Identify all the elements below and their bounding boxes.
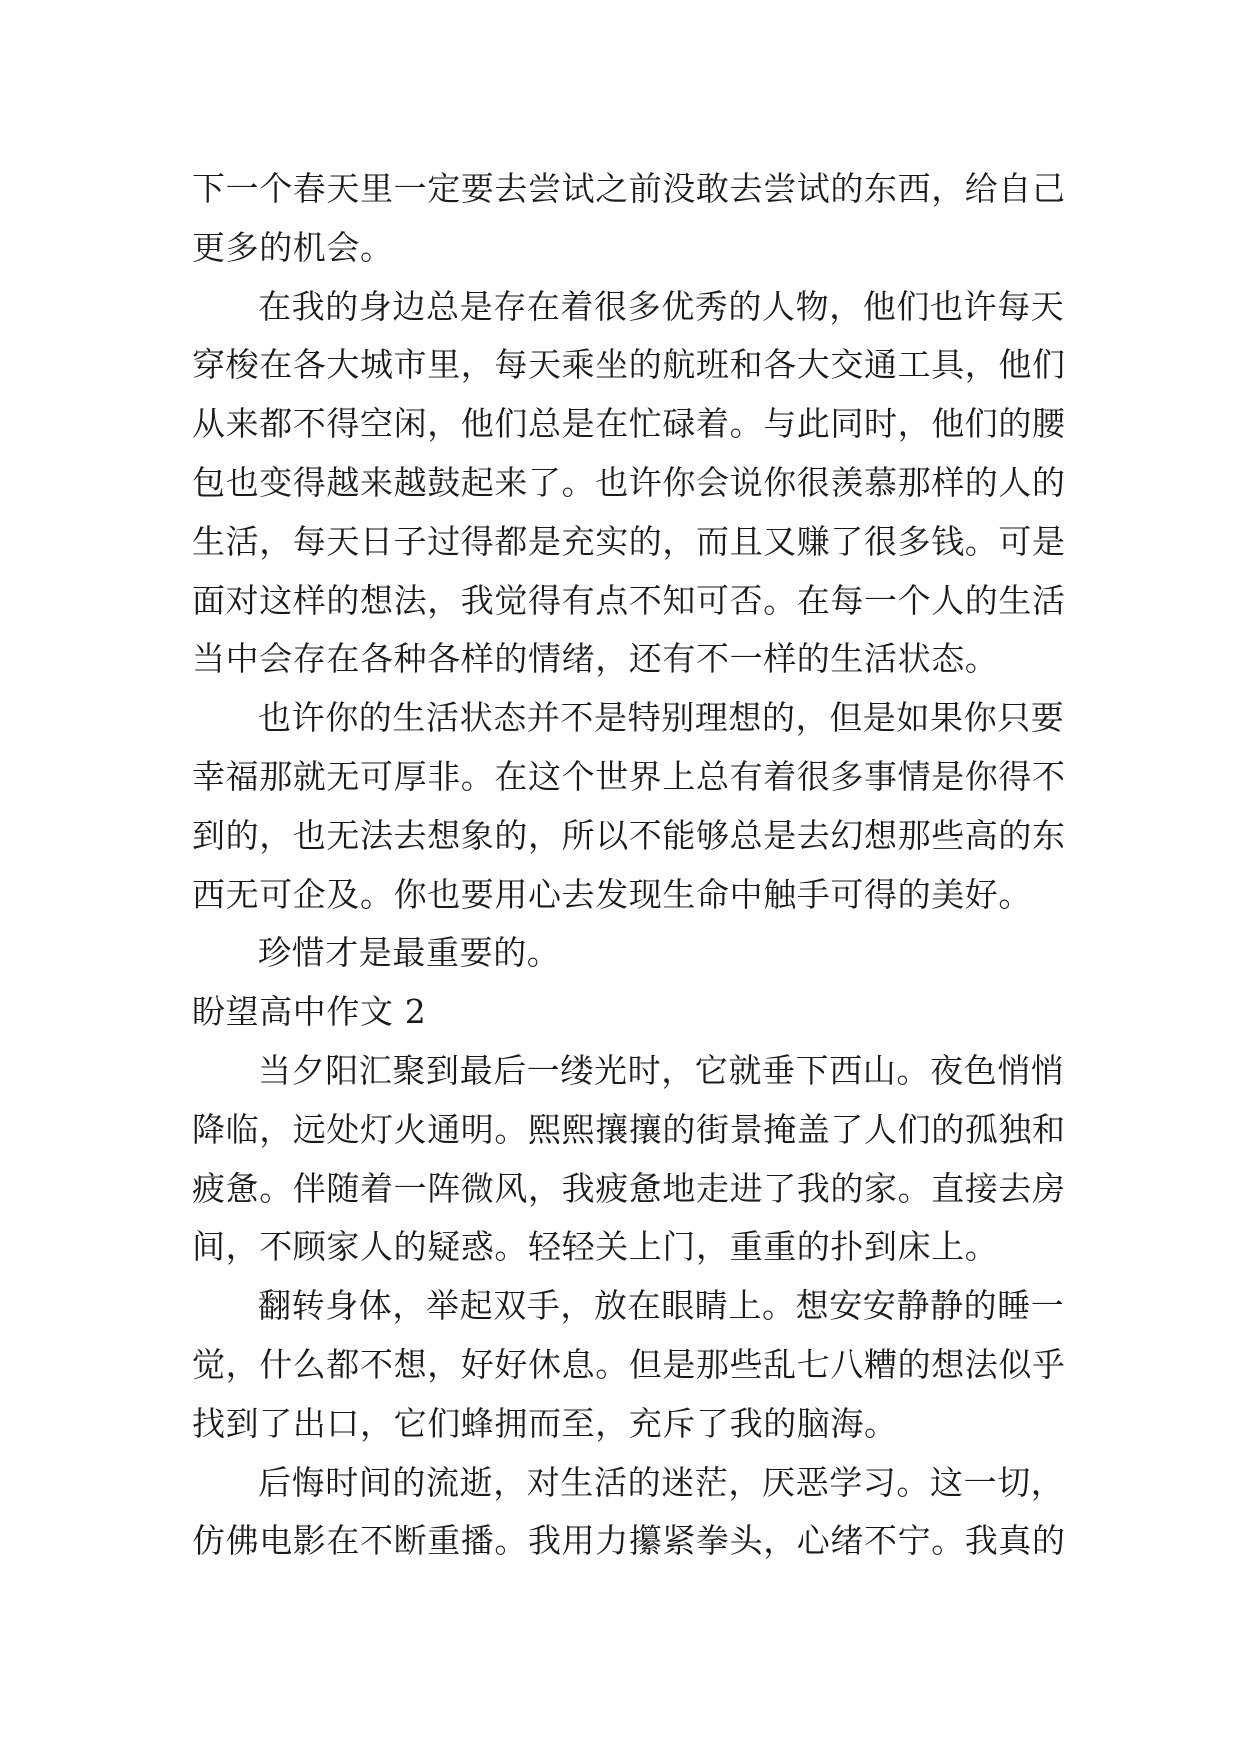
- section-heading: 盼望高中作文 2: [192, 992, 427, 1032]
- text-line: 间，不顾家人的疑惑。轻轻关上门，重重的扑到床上。: [192, 1227, 999, 1267]
- text-line: 当夕阳汇聚到最后一缕光时，它就垂下西山。夜色悄悄: [258, 1050, 1065, 1090]
- text-line: 穿梭在各大城市里，每天乘坐的航班和各大交通工具，他们: [192, 345, 1066, 385]
- text-line: 生活，每天日子过得都是充实的，而且又赚了很多钱。可是: [192, 521, 1066, 561]
- text-line: 翻转身体，举起双手，放在眼睛上。想安安静静的睡一: [258, 1286, 1065, 1326]
- text-line: 疲惫。伴随着一阵微风，我疲惫地走进了我的家。直接去房: [192, 1168, 1066, 1208]
- text-line: 从来都不得空闲，他们总是在忙碌着。与此同时，他们的腰: [192, 404, 1066, 444]
- document-body: [192, 160, 1066, 1571]
- text-line: 找到了出口，它们蜂拥而至，充斥了我的脑海。: [192, 1403, 898, 1443]
- text-line: 幸福那就无可厚非。在这个世界上总有着很多事情是你得不: [192, 756, 1066, 796]
- text-line: 也许你的生活状态并不是特别理想的，但是如果你只要: [258, 698, 1065, 738]
- text-line: 到的，也无法去想象的，所以不能够总是去幻想那些高的东: [192, 815, 1066, 855]
- text-line: 仿佛电影在不断重播。我用力攥紧拳头，心绪不宁。我真的: [192, 1521, 1066, 1561]
- text-line: 觉，什么都不想，好好休息。但是那些乱七八糟的想法似乎: [192, 1344, 1066, 1384]
- text-line: 面对这样的想法，我觉得有点不知可否。在每一个人的生活: [192, 580, 1066, 620]
- text-line: 在我的身边总是存在着很多优秀的人物，他们也许每天: [258, 286, 1065, 326]
- text-line: 降临，远处灯火通明。熙熙攘攘的街景掩盖了人们的孤独和: [192, 1109, 1066, 1149]
- text-line: 珍惜才是最重要的。: [258, 933, 561, 973]
- text-line: 后悔时间的流逝，对生活的迷茫，厌恶学习。这一切，: [258, 1462, 1065, 1502]
- text-line: 西无可企及。你也要用心去发现生命中触手可得的美好。: [192, 874, 1032, 914]
- text-line: 下一个春天里一定要去尝试之前没敢去尝试的东西，给自己: [192, 169, 1066, 208]
- text-line: 更多的机会。: [192, 227, 394, 267]
- text-line: 包也变得越来越鼓起来了。也许你会说你很羡慕那样的人的: [192, 462, 1066, 502]
- text-line: 当中会存在各种各样的情绪，还有不一样的生活状态。: [192, 639, 999, 679]
